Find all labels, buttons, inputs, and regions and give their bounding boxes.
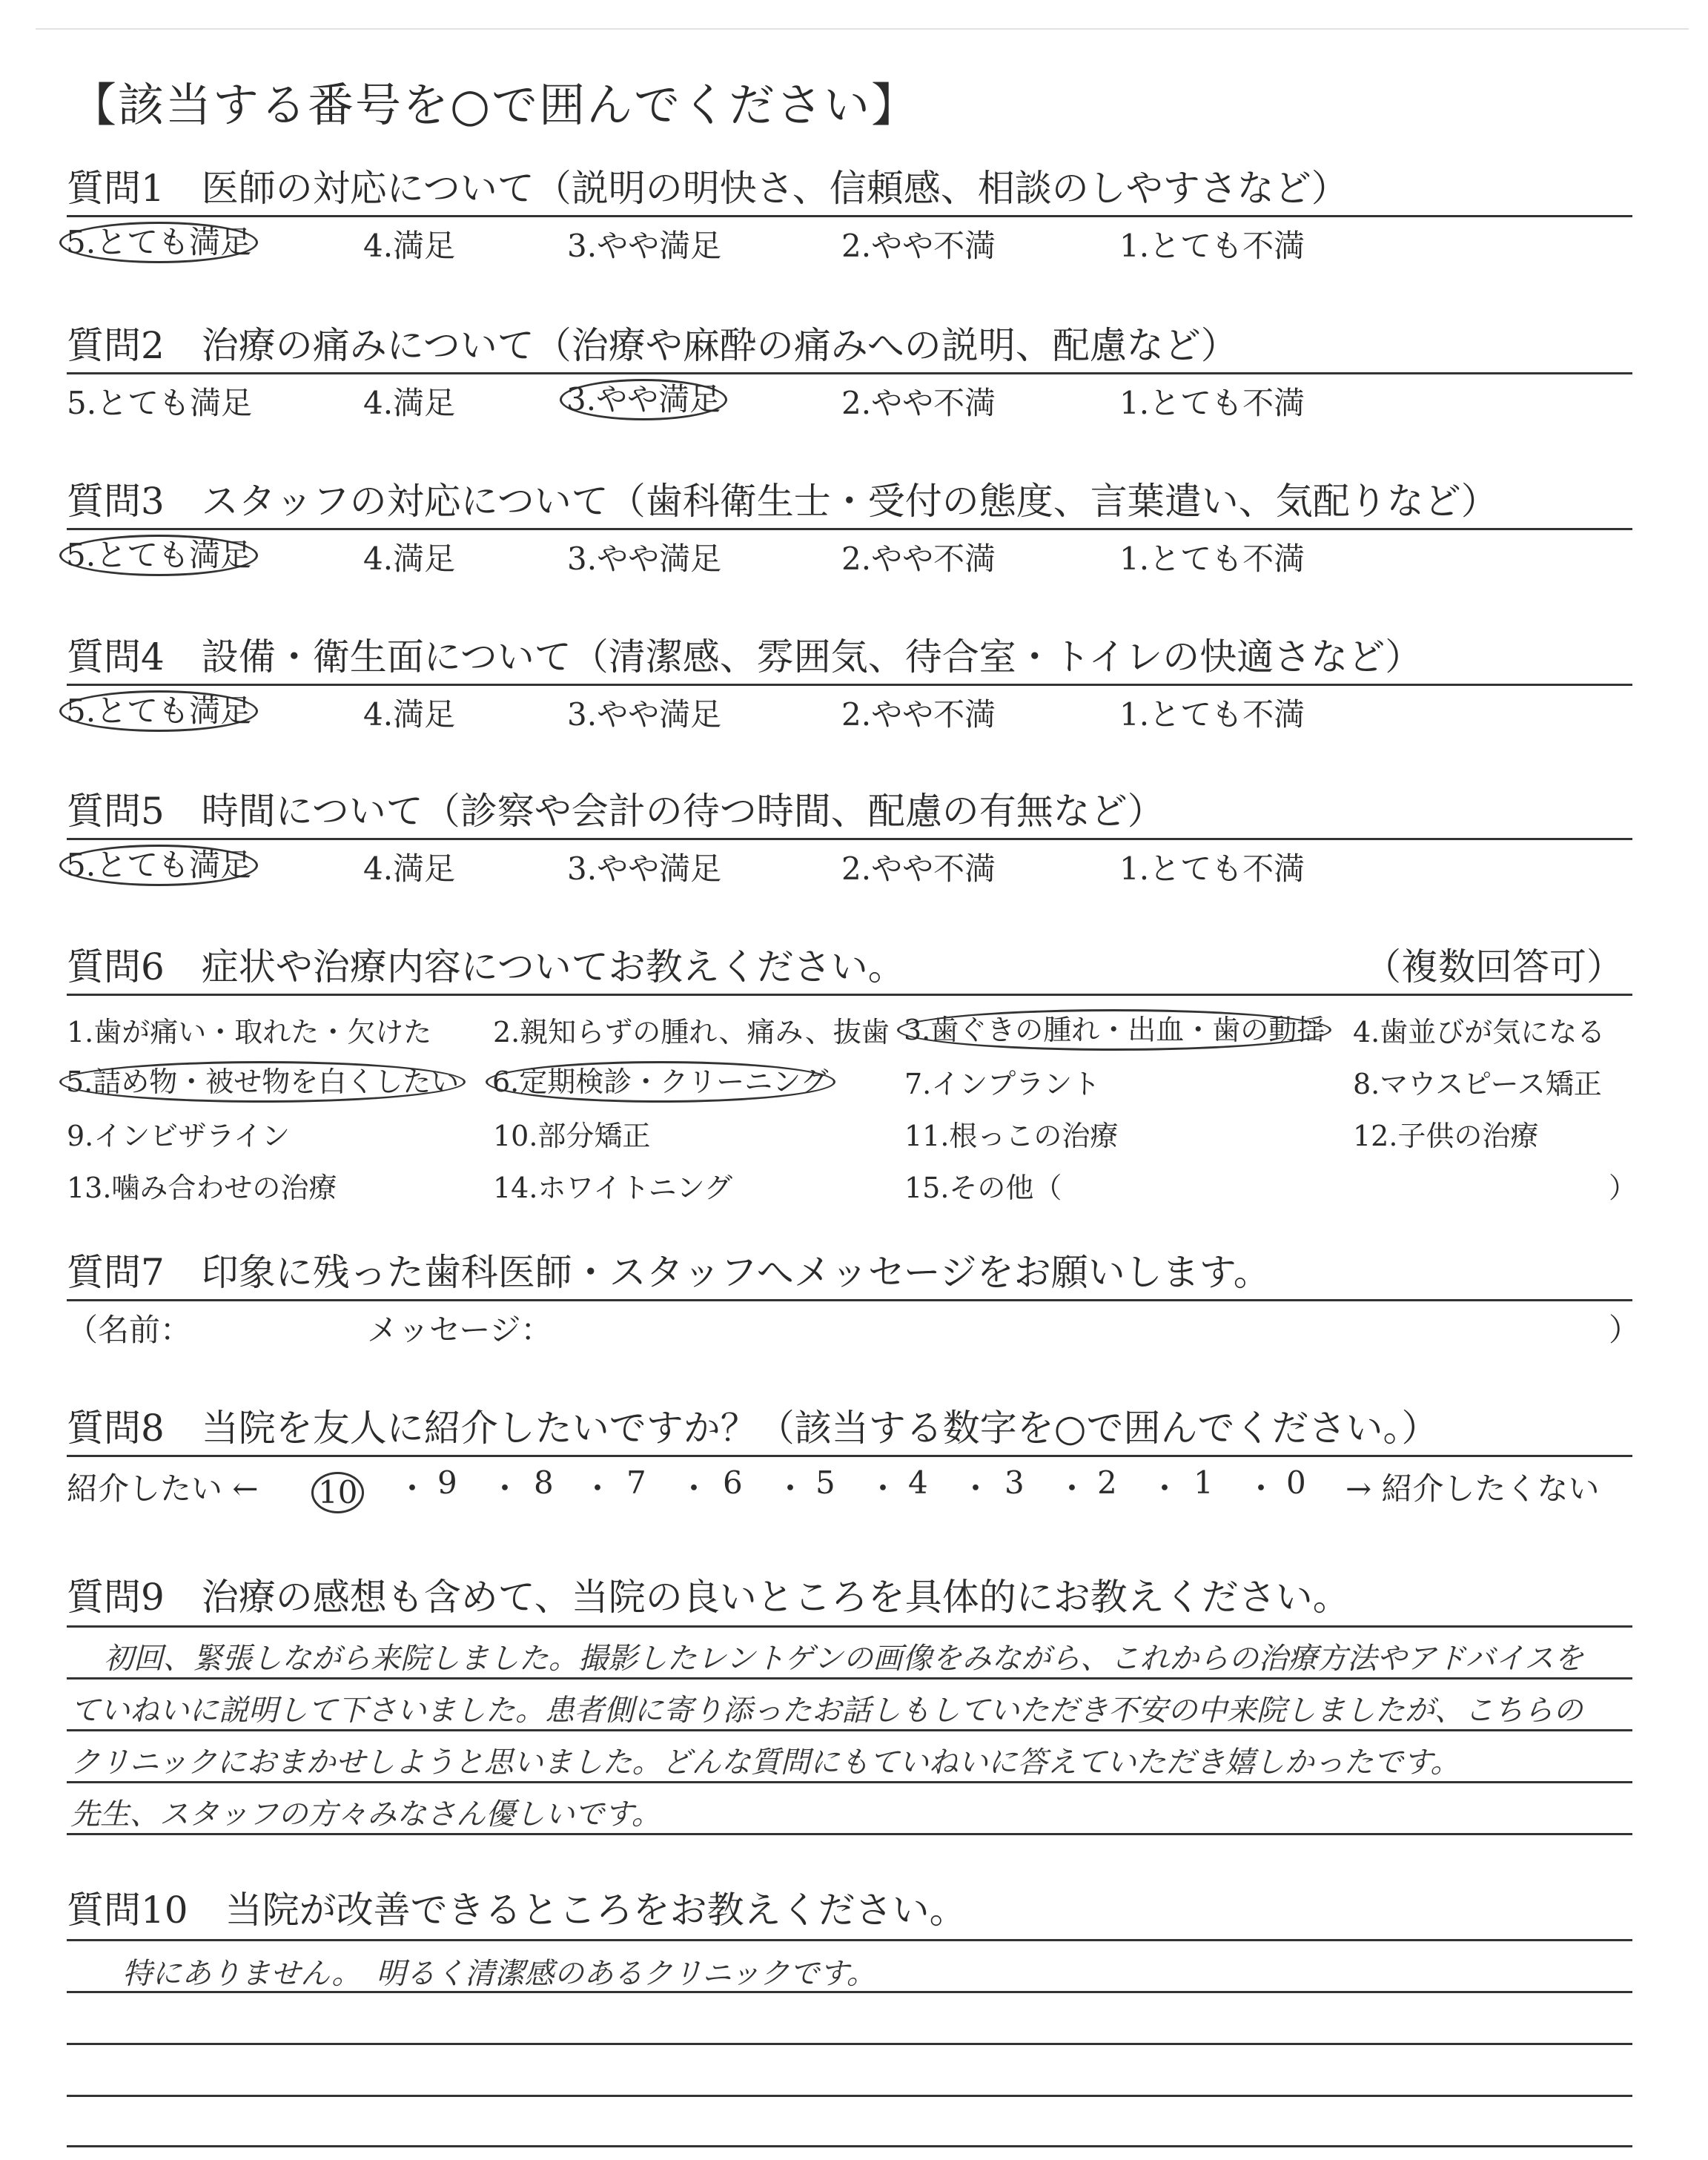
- scale-7[interactable]: 7: [626, 1464, 646, 1501]
- message-label: メッセージ：: [367, 1312, 552, 1348]
- option-somewhat-dissatisfied[interactable]: 2.やや不満: [841, 541, 996, 577]
- option-satisfied[interactable]: 4.満足: [363, 228, 456, 264]
- scale-1[interactable]: 1: [1194, 1464, 1214, 1501]
- question-1: [67, 162, 1623, 269]
- option-wisdom-tooth[interactable]: 2.親知らずの腫れ、痛み、抜歯: [493, 1016, 890, 1048]
- scale-left-label: 紹介したい ←: [67, 1470, 259, 1507]
- option-very-dissatisfied[interactable]: 1.とても不満: [1119, 228, 1305, 264]
- option-somewhat-satisfied[interactable]: 3.やや満足: [567, 696, 722, 733]
- option-partial-ortho[interactable]: 10.部分矯正: [493, 1120, 651, 1152]
- option-satisfied[interactable]: 4.満足: [363, 385, 456, 421]
- option-very-dissatisfied[interactable]: 1.とても不満: [1119, 696, 1305, 733]
- question-6: [66, 940, 1638, 1211]
- option-somewhat-dissatisfied[interactable]: 2.やや不満: [841, 851, 996, 887]
- question-5-options: [67, 840, 1623, 892]
- option-other-close: ）: [1609, 1172, 1638, 1204]
- scale-right-label: → 紹介したくない: [1345, 1470, 1600, 1507]
- question-6-options: [66, 996, 1638, 1211]
- scale-dot: ・: [960, 1470, 992, 1507]
- option-whitening[interactable]: 14.ホワイトニング: [493, 1172, 733, 1204]
- question-5: [67, 785, 1623, 892]
- option-satisfied[interactable]: 4.満足: [363, 696, 456, 733]
- scale-2[interactable]: 2: [1097, 1464, 1117, 1501]
- scale-dot: ・: [489, 1470, 521, 1507]
- scale-dot: ・: [582, 1470, 614, 1507]
- scale-4[interactable]: 4: [908, 1464, 928, 1501]
- option-somewhat-satisfied[interactable]: 3.やや満足: [567, 851, 722, 887]
- option-somewhat-satisfied[interactable]: 3.やや満足: [567, 379, 727, 420]
- option-very-dissatisfied[interactable]: 1.とても不満: [1119, 851, 1305, 887]
- question-1-title: 質問1 医師の対応について（説明の明快さ、信頼感、相談のしやすさなど）: [67, 167, 1348, 210]
- question-2: [67, 319, 1623, 426]
- option-mouthpiece[interactable]: 8.マウスピース矯正: [1353, 1068, 1602, 1100]
- question-9: [67, 1571, 1623, 1624]
- top-rule: [36, 28, 1689, 30]
- scale-dot: ・: [1245, 1470, 1277, 1507]
- question-4-options: [67, 686, 1623, 738]
- option-somewhat-dissatisfied[interactable]: 2.やや不満: [841, 385, 996, 421]
- option-somewhat-satisfied[interactable]: 3.やや満足: [567, 228, 722, 264]
- option-somewhat-dissatisfied[interactable]: 2.やや不満: [841, 228, 996, 264]
- option-root-canal[interactable]: 11.根っこの治療: [904, 1120, 1119, 1152]
- option-invisalign[interactable]: 9.インビザライン: [67, 1120, 291, 1152]
- option-somewhat-satisfied[interactable]: 3.やや満足: [567, 541, 722, 577]
- multiple-answers-note: （複数回答可）: [1364, 945, 1623, 988]
- scale-5[interactable]: 5: [815, 1464, 835, 1501]
- question-7-title: 質問7 印象に残った歯科医師・スタッフへメッセージをお願いします。: [67, 1251, 1271, 1294]
- scale-0[interactable]: 0: [1286, 1464, 1306, 1501]
- option-bite[interactable]: 13.噛み合わせの治療: [67, 1172, 337, 1204]
- scale-dot: ・: [775, 1470, 807, 1507]
- answer-rule: [67, 2043, 1632, 2045]
- handwritten-answer-line: 初回、緊張しながら来院しました。撮影したレントゲンの画像をみながら、これからの治療方法やアドバイスを: [104, 1642, 1584, 1676]
- handwritten-answer-line: 特にありません。 明るく清潔感のあるクリニックです。: [122, 1957, 876, 1991]
- question-3-options: [67, 530, 1623, 582]
- option-other[interactable]: 15.その他（: [904, 1172, 1062, 1204]
- option-very-satisfied[interactable]: 5.とても満足: [67, 535, 258, 576]
- scale-6[interactable]: 6: [723, 1464, 743, 1501]
- question-4-title: 質問4 設備・衛生面について（清潔感、雰囲気、待合室・トイレの快適さなど）: [67, 635, 1423, 678]
- question-1-options: [67, 217, 1623, 269]
- question-2-options: [67, 374, 1623, 426]
- question-8: [67, 1401, 1623, 1509]
- answer-rule: [67, 2095, 1632, 2097]
- handwritten-answer-line: 先生、スタッフの方々みなさん優しいです。: [70, 1797, 661, 1832]
- form-heading: 【該当する番号を○で囲んでください】: [70, 78, 919, 132]
- answer-rule: [67, 2145, 1632, 2147]
- question-6-title-text: 質問6 症状や治療内容についてお教えください。: [67, 945, 905, 988]
- question-2-title: 質問2 治療の痛みについて（治療や麻酔の痛みへの説明、配慮など）: [67, 324, 1238, 367]
- scale-dot: ・: [1149, 1470, 1181, 1507]
- option-child[interactable]: 12.子供の治療: [1353, 1120, 1539, 1152]
- scale-dot: ・: [678, 1470, 710, 1507]
- answer-rule: [67, 1729, 1632, 1731]
- scale-9[interactable]: 9: [437, 1464, 457, 1501]
- scale-dot: ・: [1056, 1470, 1088, 1507]
- question-6-title: [67, 940, 1623, 994]
- scale-3[interactable]: 3: [1004, 1464, 1025, 1501]
- option-satisfied[interactable]: 4.満足: [363, 851, 456, 887]
- answer-rule: [67, 1677, 1632, 1680]
- option-very-satisfied[interactable]: 5.とても満足: [67, 690, 258, 732]
- option-very-satisfied[interactable]: 5.とても満足: [67, 222, 258, 263]
- scale-dot: ・: [397, 1470, 428, 1507]
- option-whitening-fillings[interactable]: 5.詰め物・被せ物を白くしたい: [67, 1061, 466, 1103]
- question-8-title: 質問8 当院を友人に紹介したいですか？（該当する数字を○で囲んでください。）: [67, 1407, 1439, 1450]
- option-somewhat-dissatisfied[interactable]: 2.やや不満: [841, 696, 996, 733]
- option-checkup-cleaning[interactable]: 6.定期検診・クリーニング: [493, 1061, 835, 1103]
- option-implant[interactable]: 7.インプラント: [904, 1068, 1101, 1100]
- option-very-satisfied[interactable]: 5.とても満足: [67, 385, 253, 421]
- message-row: [67, 1301, 1641, 1353]
- option-very-dissatisfied[interactable]: 1.とても不満: [1119, 385, 1305, 421]
- handwritten-answer-line: ていねいに説明して下さいました。患者側に寄り添ったお話しもしていただき不安の中来院しましたが、こちらの: [70, 1694, 1583, 1728]
- question-7: [67, 1246, 1641, 1353]
- answer-rule: [67, 1781, 1632, 1783]
- option-tooth-pain[interactable]: 1.歯が痛い・取れた・欠けた: [67, 1016, 432, 1048]
- question-9-title: 質問9 治療の感想も含めて、当院の良いところを具体的にお教えください。: [67, 1576, 1350, 1619]
- recommend-scale: 紹介したい ← 10 ・ 9 ・ 8 ・ 7 ・ 6 ・ 5 ・ 4 ・ 3 ・ 2 ・ 1 ・ 0 → 紹介したくない: [67, 1457, 1623, 1509]
- question-10-title: 質問10 当院が改善できるところをお教えください。: [67, 1889, 967, 1932]
- scale-dot: ・: [867, 1470, 899, 1507]
- question-10: [67, 1883, 1623, 1937]
- question-5-title: 質問5 時間について（診察や会計の待つ時間、配慮の有無など）: [67, 790, 1165, 833]
- answer-rule: [67, 1625, 1632, 1628]
- question-4: [67, 630, 1623, 738]
- option-very-dissatisfied[interactable]: 1.とても不満: [1119, 541, 1305, 577]
- name-label: （名前：: [67, 1312, 192, 1348]
- question-3-title: 質問3 スタッフの対応について（歯科衛生士・受付の態度、言葉遣い、気配りなど）: [67, 480, 1498, 523]
- option-very-satisfied[interactable]: 5.とても満足: [67, 845, 258, 886]
- scale-8[interactable]: 8: [534, 1464, 554, 1501]
- handwritten-answer-line: クリニックにおまかせしようと思いました。どんな質問にもていねいに答えていただき嬉しかったです。: [70, 1745, 1460, 1780]
- option-alignment[interactable]: 4.歯並びが気になる: [1353, 1016, 1606, 1048]
- option-gum-issues[interactable]: 3.歯ぐきの腫れ・出血・歯の動揺: [904, 1009, 1331, 1051]
- question-3: [67, 475, 1623, 582]
- option-satisfied[interactable]: 4.満足: [363, 541, 456, 577]
- message-close: ）: [1609, 1312, 1641, 1348]
- answer-rule: [67, 1833, 1632, 1835]
- answer-rule: [67, 1939, 1632, 1941]
